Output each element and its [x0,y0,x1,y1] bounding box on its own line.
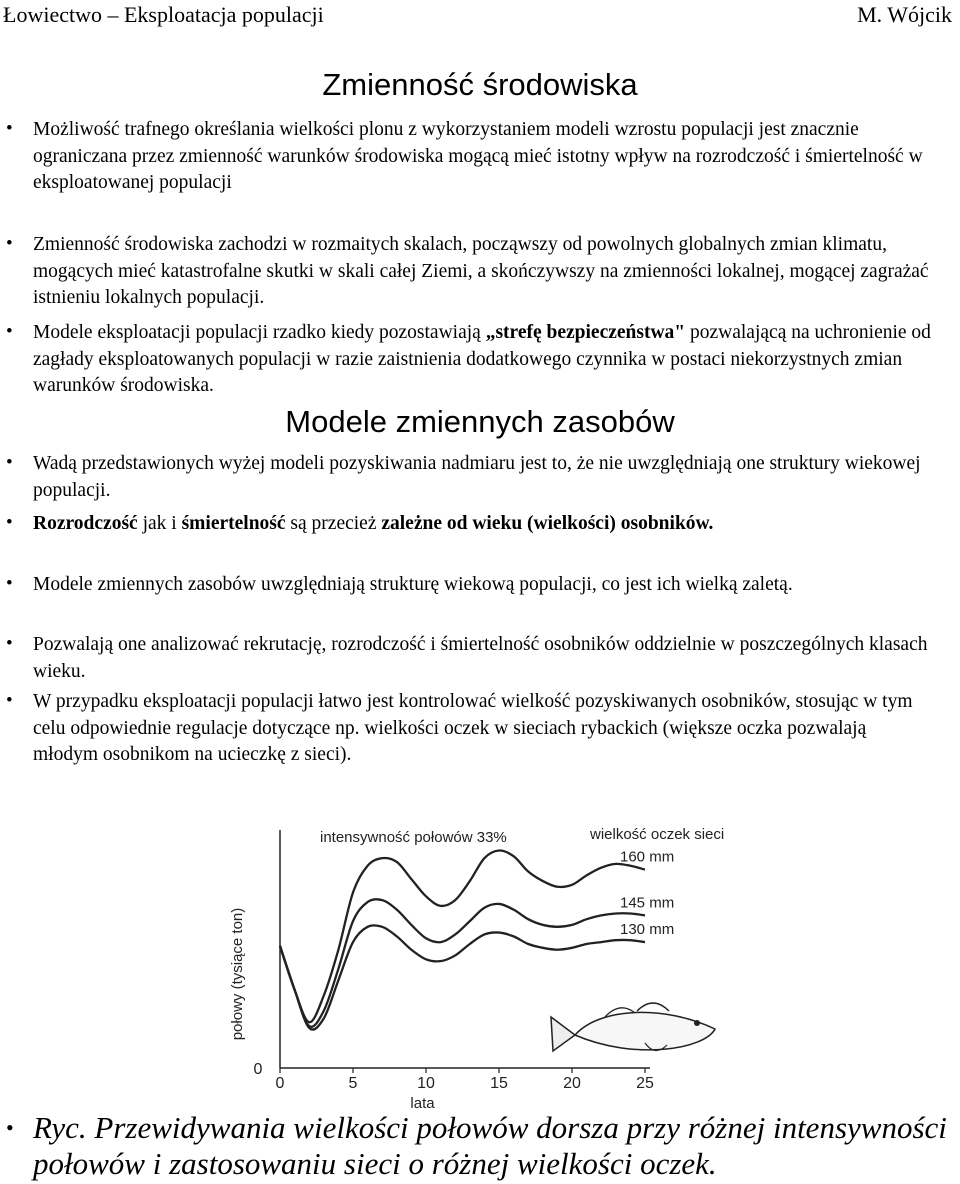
y-axis-ticks [254,1061,263,1078]
bold-mortality: śmiertelność [181,513,286,534]
section-title-environment: Zmienność środowiska [322,67,638,102]
x-tick-label: 15 [490,1075,508,1092]
bullet-glyph: • [6,452,13,473]
x-tick-label: 25 [636,1075,654,1092]
header-course-title: Łowiectwo – Eksploatacja populacji [3,2,324,27]
bold-fertility: Rozrodczość [33,513,138,534]
fish-eye [694,1020,700,1026]
paragraph-vs-1: Wadą przedstawionych wyżej modeli pozyskiwania nadmiaru jest to, że nie uwzględniają one struktury wiekowej populacji. [33,453,921,501]
text-run: są przecież [285,513,382,534]
series-label-1: 145 mm [620,894,675,912]
x-tick-label: 10 [417,1075,435,1092]
bullet-glyph: • [6,512,13,533]
paragraph-vs-4: Pozwalają one analizować rekrutację, rozrodczość i śmiertelność osobników oddzielnie w poszczególnych klasach wieku. [33,634,928,682]
y-tick-label: 0 [253,1061,263,1078]
text-run: jak i [137,513,182,534]
paragraph-vs-2 [33,511,933,538]
bullet-glyph: • [6,118,13,139]
x-tick-label: 5 [348,1075,358,1092]
series-label-0: 160 mm [620,848,675,866]
paragraph-env-2: Zmienność środowiska zachodzi w rozmaitych skalach, począwszy od powolnych globalnych zmian klimatu, mogących mieć katastrofalne skutki w skali całej Ziemi, a skończywszy na zmienności lokalnej, mogącej zagrażać istnieniu lokalnych populacji. [33,234,929,308]
bullet-glyph: • [6,690,13,711]
caption-text: Ryc. Przewidywania wielkości połowów dorsza przy różnej intensywności połowów i zastosowaniu sieci o różnej wielkości oczek. [33,1110,947,1181]
y-axis-label: połowy (tysiące ton) [229,907,246,1041]
paragraph-vs-5: W przypadku eksploatacji populacji łatwo jest kontrolować wielkość pozyskiwanych osobników, stosując w tym celu odpowiednie regulacje dotyczące np. wielkości oczek w sieciach rybackich (większe oczka pozwalają młodym osobnikom na ucieczkę z sieci). [33,691,913,765]
bullet-glyph: • [6,1115,14,1140]
cod-fish-illustration [551,1003,715,1051]
fish-dorsal-fin [637,1003,669,1011]
page-header [0,0,960,30]
x-tick-label: 0 [275,1075,285,1092]
figure-caption [6,1110,948,1182]
bold-safety-zone: „strefę bezpieczeństwa" [485,322,686,343]
legend-title-line-1: wielkość oczek sieci [590,826,725,843]
section-title-variable-stock: Modele zmiennych zasobów [285,404,675,439]
x-axis-label: lata [410,1095,435,1112]
paragraph-vs-3: Modele zmiennych zasobów uwzględniają strukturę wiekową populacji, co jest ich wielką zaletą. [33,574,793,595]
paragraph-env-1: Możliwość trafnego określania wielkości plonu z wykorzystaniem modeli wzrostu populacji jest znacznie ograniczana przez zmienność warunków środowiska mogącą mieć istotny wpływ na rozrodczość i śmiertelność w eksploatowanej populacji [33,119,923,193]
series-label-2: 130 mm [620,921,675,939]
chart-title: intensywność połowów 33% [320,829,507,846]
text-run: Modele eksploatacji populacji rzadko kiedy pozostawiają [33,322,486,343]
bullet-glyph: • [6,573,13,594]
fish-tail [551,1017,575,1051]
cod-catch-chart [220,800,740,1120]
bold-age-dependent: zależne od wieku (wielkości) osobników. [381,513,714,534]
fish-body [575,1012,715,1050]
paragraph-env-3 [33,320,933,400]
bullet-glyph: • [6,321,13,342]
x-tick-label: 20 [563,1075,581,1092]
x-axis-ticks [276,1068,654,1092]
header-author: M. Wójcik [857,2,952,27]
bullet-glyph: • [6,633,13,654]
bullet-glyph: • [6,233,13,254]
series-line-0 [280,850,645,1022]
text-run: pozwalającą na uchronienie od zagłady eksploatowanych populacji w razie zaistnienia dodatkowego czynnika w postaci niekorzystnych zmian warunków środowiska. [33,322,931,396]
